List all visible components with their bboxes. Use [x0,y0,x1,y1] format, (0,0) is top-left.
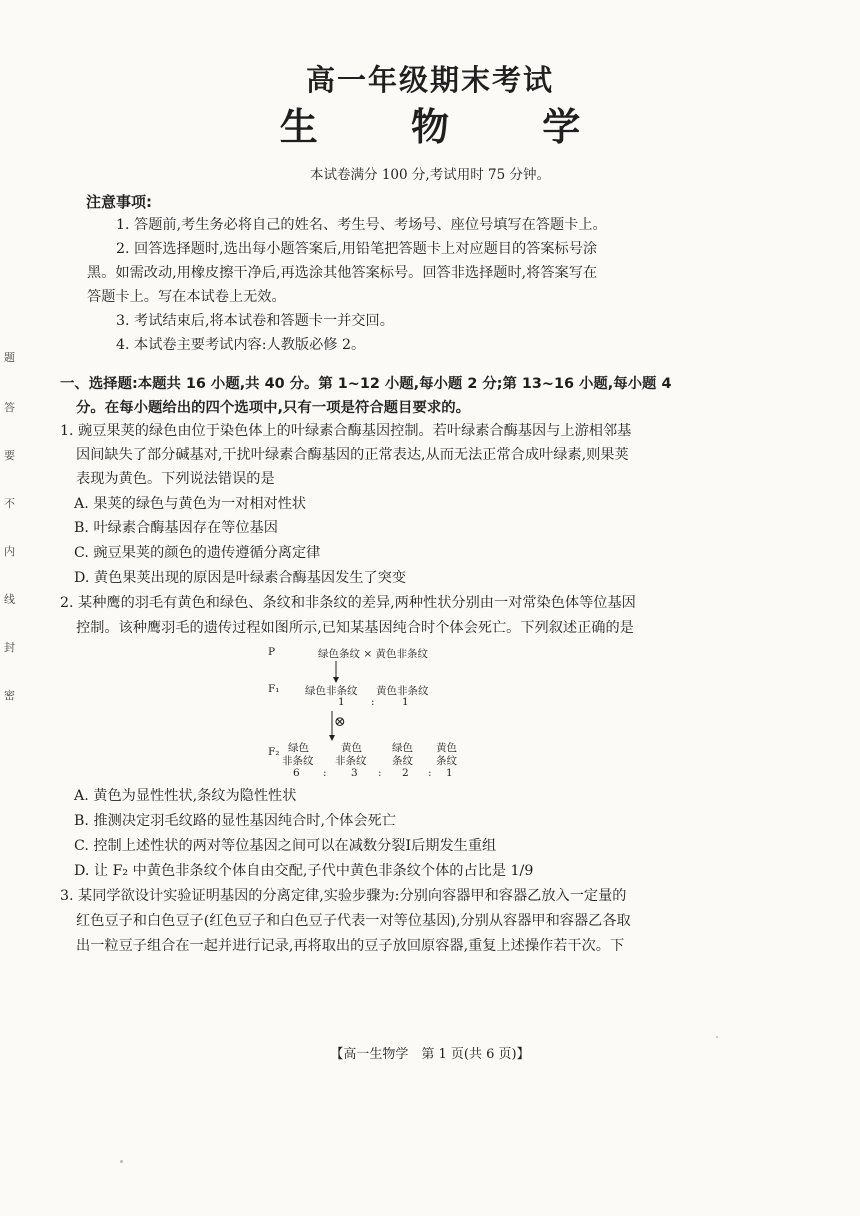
scan-speck [716,1036,718,1038]
f2-ratio-colon: : [378,767,382,779]
question-stem: 因间缺失了部分碱基对,干扰叶绿素合酶基因的正常表达,从而无法正常合成叶绿素,则果荚 [76,447,629,463]
f2-phenotype: 条纹 [392,755,413,767]
f2-ratio-value: 3 [351,767,358,779]
section-heading: 分。在每小题给出的四个选项中,只有一项是符合题目要求的。 [76,400,471,416]
question-stem: 出一粒豆子组合在一起并进行记录,再将取出的豆子放回原容器,重复上述操作若干次。下 [76,938,625,954]
side-char: 要 [4,449,15,462]
side-char: 内 [4,545,15,558]
side-char: 线 [4,593,15,606]
subject-title: 生 物 学 [279,105,621,149]
notice-line: 1. 答题前,考生务必将自己的姓名、考生号、考场号、座位号填写在答题卡上。 [116,217,607,233]
arrow-down-icon [330,660,342,684]
question-stem: 3. 某同学欲设计实验证明基因的分离定律,实验步骤为:分别向容器甲和容器乙放入一定量的 [60,888,627,904]
notice-line: 黑。如需改动,用橡皮擦干净后,再选涂其他答案标号。回答非选择题时,将答案写在 [87,265,598,281]
f2-phenotype: 黄色 [341,742,362,754]
selfing-symbol: ⊗ [334,714,346,730]
side-char: 不 [4,497,15,510]
scan-speck [120,1160,123,1163]
side-char: 封 [4,641,15,654]
f2-ratio-value: 6 [293,767,300,779]
f1-phenotype-b: 黄色非条纹 [376,685,429,697]
generation-f1-label: F₁ [268,683,280,695]
f2-ratio-colon: : [428,767,432,779]
f2-ratio-colon: : [323,767,327,779]
page-footer: 【高一生物学 第 1 页(共 6 页)】 [330,1047,530,1062]
notice-heading: 注意事项: [86,193,152,211]
f2-ratio-value: 1 [446,767,453,779]
option-a: A. 黄色为显性性状,条纹为隐性性状 [74,788,297,804]
option-d: D. 让 F₂ 中黄色非条纹个体自由交配,子代中黄色非条纹个体的占比是 1/9 [74,863,534,879]
section-heading: 一、选择题:本题共 16 小题,共 40 分。第 1~12 小题,每小题 2 分;第 13~16 小题,每小题 4 [60,376,672,392]
f2-phenotype: 绿色 [392,742,413,754]
question-stem: 表现为黄色。下列说法错误的是 [76,471,275,487]
notice-line: 2. 回答选择题时,选出每小题答案后,用铅笔把答题卡上对应题目的答案标号涂 [116,241,598,257]
option-c: C. 控制上述性状的两对等位基因之间可以在减数分裂Ⅰ后期发生重组 [74,838,497,854]
generation-f2-label: F₂ [268,746,280,758]
side-char: 题 [4,351,15,364]
notice-line: 答题卡上。写在本试卷上无效。 [87,289,286,305]
question-stem: 1. 豌豆果荚的绿色由位于染色体上的叶绿素合酶基因控制。若叶绿素合酶基因与上游相邻基 [60,423,632,439]
f2-phenotype: 绿色 [288,742,309,754]
f1-ratio-value: 1 [402,696,409,708]
exam-title: 高一年级期末考试 [305,63,554,97]
option-b: B. 叶绿素合酶基因存在等位基因 [74,520,278,536]
option-a: A. 果荚的绿色与黄色为一对相对性状 [74,496,307,512]
f2-phenotype: 非条纹 [335,755,367,767]
f2-phenotype: 黄色 [436,742,457,754]
parent-cross: 绿色条纹 × 黄色非条纹 [318,648,428,660]
generation-p-label: P [268,646,276,658]
notice-line: 3. 考试结束后,将本试卷和答题卡一并交回。 [116,313,394,329]
question-stem: 控制。该种鹰羽毛的遗传过程如图所示,已知某基因纯合时个体会死亡。下列叙述正确的是 [76,620,634,636]
notice-line: 4. 本试卷主要考试内容:人教版必修 2。 [116,337,366,353]
option-d: D. 黄色果荚出现的原因是叶绿素合酶基因发生了突变 [74,570,407,586]
f1-phenotype-a: 绿色非条纹 [305,685,358,697]
question-stem: 2. 某种鹰的羽毛有黄色和绿色、条纹和非条纹的差异,两种性状分别由一对常染色体等位基因 [60,595,636,611]
question-stem: 红色豆子和白色豆子(红色豆子和白色豆子代表一对等位基因),分别从容器甲和容器乙各取 [76,913,631,929]
side-char: 密 [4,689,15,702]
f2-phenotype: 非条纹 [282,755,314,767]
f2-ratio-value: 2 [402,767,409,779]
option-b: B. 推测决定羽毛纹路的显性基因纯合时,个体会死亡 [74,813,396,829]
exam-info: 本试卷满分 100 分,考试用时 75 分钟。 [310,167,550,183]
option-c: C. 豌豆果荚的颜色的遗传遵循分离定律 [74,545,321,561]
side-char: 答 [4,401,15,414]
f1-ratio-colon: : [371,696,375,708]
f2-phenotype: 条纹 [436,755,457,767]
f1-ratio-value: 1 [338,696,345,708]
